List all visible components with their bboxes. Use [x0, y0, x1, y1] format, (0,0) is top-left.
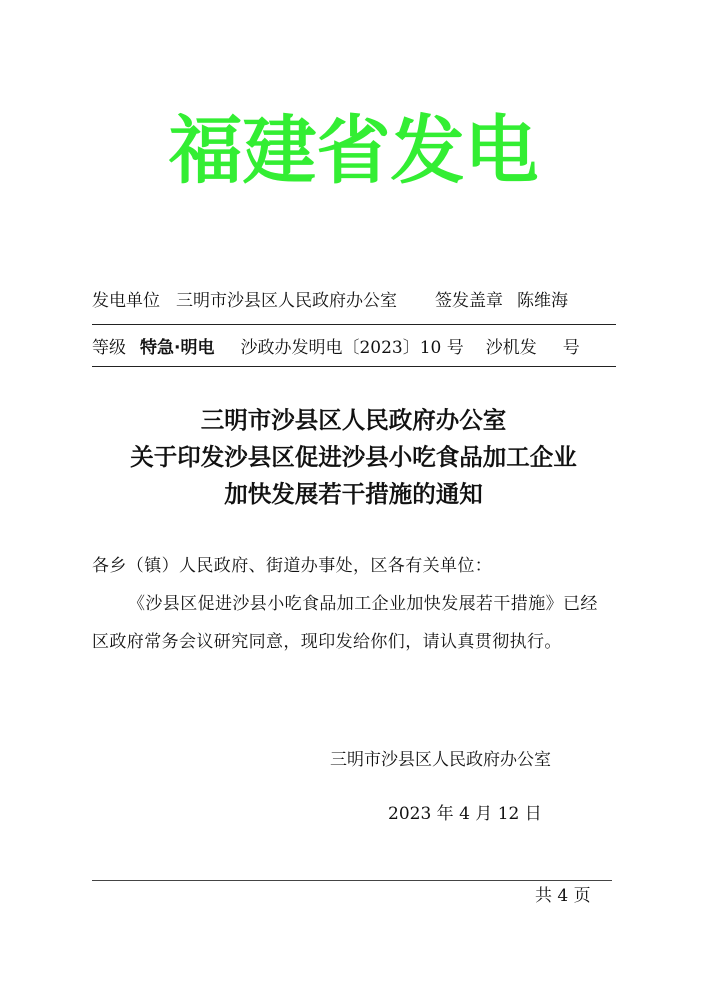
sender-row — [92, 290, 616, 312]
title-line-1: 三明市沙县区人民政府办公室 — [200, 406, 507, 434]
page-count: 共 4 页 — [535, 886, 591, 906]
doc-number: 沙政办发明电〔2023〕10 号 — [240, 338, 464, 358]
grade-row — [92, 337, 616, 359]
grade-label: 等级 — [92, 338, 126, 358]
sender-label: 发电单位 — [92, 291, 160, 311]
machine-suffix: 号 — [562, 338, 580, 358]
paragraph-line-1: 《沙县区促进沙县小吃食品加工企业加快发展若干措施》已经 — [128, 594, 598, 614]
masthead-title: 福建省发电 — [168, 108, 539, 194]
signer-label: 签发盖章 — [435, 291, 503, 311]
header-divider-top — [92, 324, 616, 325]
title-line-3: 加快发展若干措施的通知 — [224, 480, 483, 508]
machine-label: 沙机发 — [485, 338, 537, 358]
header-divider-bottom — [92, 366, 616, 367]
title-line-2: 关于印发沙县区促进沙县小吃食品加工企业 — [130, 443, 577, 471]
grade-value: 特急·明电 — [140, 338, 215, 358]
signature-org: 三明市沙县区人民政府办公室 — [330, 750, 551, 770]
footer-divider — [92, 880, 612, 881]
signature-date: 2023 年 4 月 12 日 — [388, 804, 542, 824]
recipients: 各乡（镇）人民政府、街道办事处，区各有关单位： — [92, 556, 493, 576]
paragraph-line-2: 区政府常务会议研究同意，现印发给你们，请认真贯彻执行。 — [92, 632, 562, 652]
signer-value: 陈维海 — [517, 291, 568, 311]
sender-value: 三明市沙县区人民政府办公室 — [176, 291, 397, 311]
